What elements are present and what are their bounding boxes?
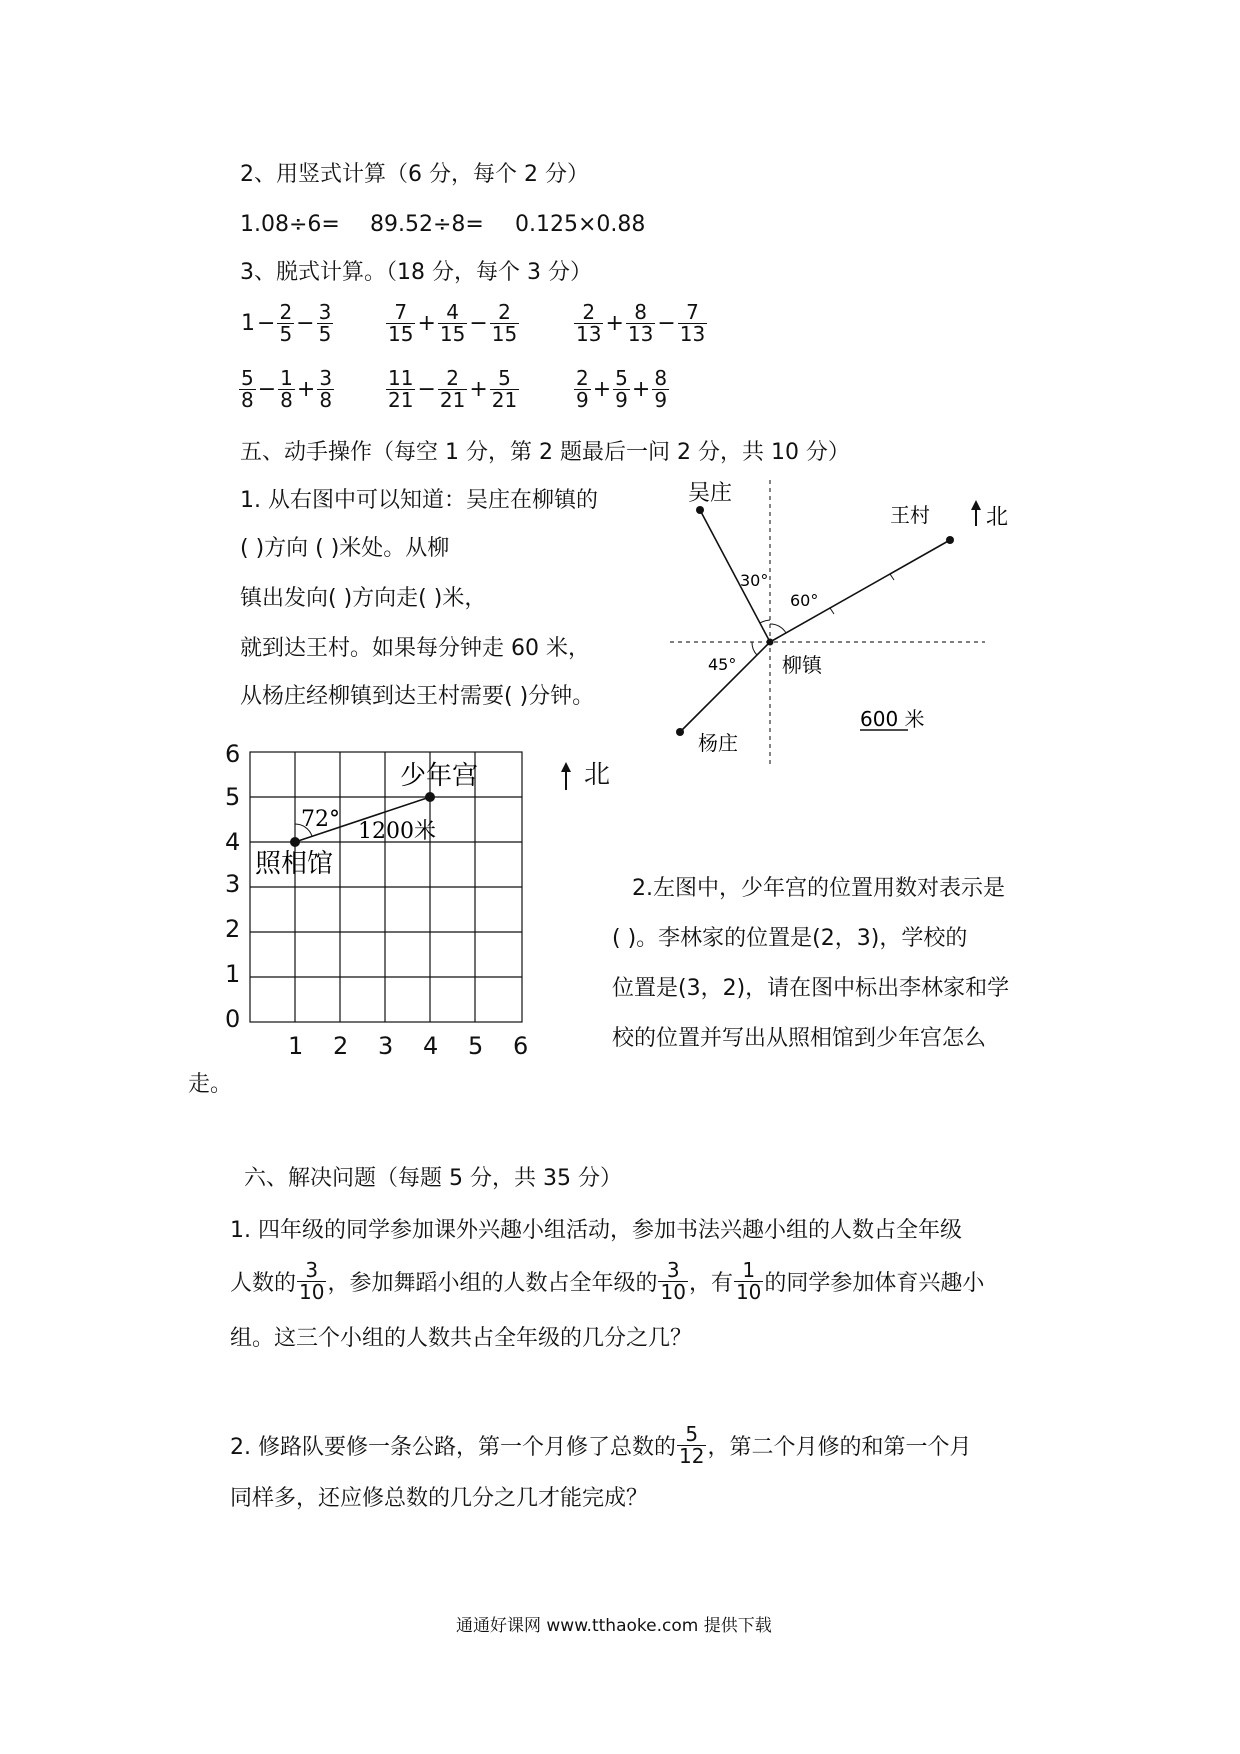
q1-line-1: 1. 从右图中可以知道：吴庄在柳镇的 [240, 488, 598, 513]
expression-3: $\frac{2}{13}$ + $\frac{8}{13}$ − $\frac{7}{13}$ [576, 300, 706, 346]
q1-line-5: 从杨庄经柳镇到达王村需要( )分钟。 [240, 684, 595, 709]
x-label-1: 1 [288, 1032, 304, 1060]
y-label-6: 6 [225, 742, 241, 768]
north-arrow-icon [556, 758, 586, 792]
x-label-4: 4 [423, 1032, 439, 1060]
label-shaonian: 少年宫 [400, 761, 479, 791]
label-angle-30: 30° [740, 571, 769, 590]
calc-item-1: 1.08÷6= [240, 212, 340, 237]
label-liuzhen: 柳镇 [782, 653, 822, 677]
y-label-1: 1 [225, 960, 241, 988]
q2-line-5: 走。 [188, 1072, 233, 1097]
y-label-2: 2 [225, 915, 241, 943]
q2-line-3: 位置是(3，2)，请在图中标出李林家和学 [612, 976, 1010, 1001]
wuzhuang-point [696, 506, 704, 514]
q2-line-2: ( )。李林家的位置是(2，3)，学校的 [612, 926, 968, 951]
x-label-5: 5 [468, 1032, 484, 1060]
north-arrow-icon [971, 500, 981, 526]
label-north-map: 北 [986, 505, 1009, 530]
label-yangzhuang: 杨庄 [698, 731, 738, 755]
label-wuzhuang: 吴庄 [688, 481, 733, 506]
expression-2: $\frac{7}{15}$ + $\frac{4}{15}$ − $\frac{2}{15}$ [388, 300, 518, 346]
q2-line-1: 2.左图中，少年宫的位置用数对表示是 [632, 876, 1005, 901]
q1-line-2: ( )方向 ( )米处。从柳 [240, 536, 450, 561]
shaonian-point [425, 792, 435, 802]
expression-5: $\frac{11}{21}$ − $\frac{2}{21}$ + $\frac{5}{21}$ [388, 366, 518, 412]
x-label-3: 3 [378, 1032, 394, 1060]
q1-line-3: 镇出发向( )方向走( )米， [240, 586, 487, 611]
label-scale: 600 米 [860, 707, 925, 731]
label-angle-72: 72° [301, 807, 340, 832]
label-distance: 1200米 [358, 819, 436, 844]
section-5-heading: 五、动手操作（每空 1 分，第 2 题最后一问 2 分，共 10 分） [240, 440, 850, 465]
y-label-5: 5 [225, 783, 241, 811]
section-6-heading: 六、解决问题（每题 5 分，共 35 分） [244, 1166, 622, 1191]
y-label-4: 4 [225, 828, 241, 856]
p1-line-2: 人数的 $\frac{3}{10}$ ，参加舞蹈小组的人数占全年级的 $\frac{3}{10}$ ，有 $\frac{1}{10}$ 的同学参加体育兴趣小 [230, 1258, 985, 1304]
footer-text: 通通好课网 www.tthaoke.com 提供下载 [456, 1616, 772, 1636]
label-north-grid: 北 [584, 760, 611, 790]
q1-line-4: 就到达王村。如果每分钟走 60 米， [240, 636, 590, 661]
p2-line-1: 2. 修路队要修一条公路，第一个月修了总数的 $\frac{5}{12}$ ，第二个月修的和第一个月 [230, 1422, 972, 1468]
label-angle-60: 60° [790, 591, 819, 610]
x-label-6: 6 [513, 1032, 529, 1060]
yangzhuang-point [676, 728, 684, 736]
label-wangcun: 王村 [890, 503, 930, 527]
y-label-3: 3 [225, 870, 241, 898]
coordinate-grid [215, 742, 575, 1082]
y-label-0: 0 [225, 1005, 241, 1033]
calc-item-3: 0.125×0.88 [515, 212, 646, 237]
q2-line-4: 校的位置并写出从照相馆到少年宫怎么 [612, 1026, 987, 1051]
p1-line-3: 组。这三个小组的人数共占全年级的几分之几？ [230, 1326, 693, 1351]
label-zhaoxiang: 照相馆 [255, 849, 334, 879]
p1-line-1: 1. 四年级的同学参加课外兴趣小组活动，参加书法兴趣小组的人数占全年级 [230, 1218, 962, 1243]
section-2-heading: 2、用竖式计算（6 分，每个 2 分） [240, 162, 589, 187]
direction-map [660, 480, 1020, 770]
section-3-heading: 3、脱式计算。（18 分，每个 3 分） [240, 260, 592, 285]
expression-6: $\frac{2}{9}$ + $\frac{5}{9}$ + $\frac{8}{9}$ [576, 366, 668, 412]
x-label-2: 2 [333, 1032, 349, 1060]
zhaoxiang-point [290, 837, 300, 847]
label-angle-45: 45° [708, 655, 737, 674]
calc-item-2: 89.52÷8= [370, 212, 484, 237]
expression-4: $\frac{5}{8}$ − $\frac{1}{8}$ + $\frac{3}{8}$ [241, 366, 333, 412]
expression-1: 1 − $\frac{2}{5}$ − $\frac{3}{5}$ [241, 300, 332, 346]
wangcun-point [946, 536, 954, 544]
p2-line-2: 同样多，还应修总数的几分之几才能完成？ [230, 1486, 649, 1511]
liuzhen-point [767, 639, 774, 646]
